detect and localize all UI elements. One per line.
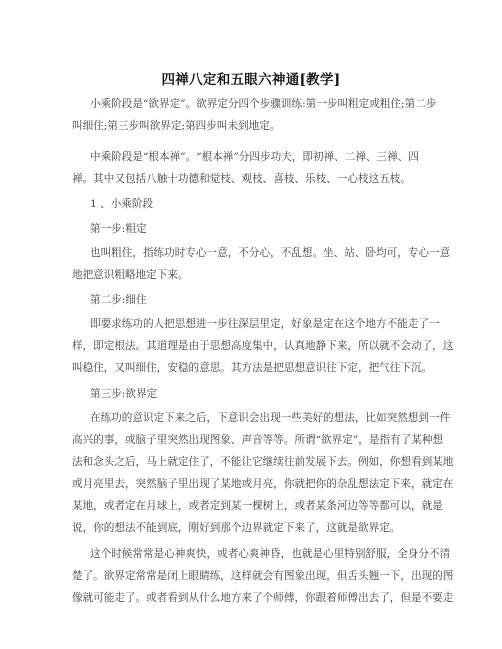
paragraph-line: 或月亮里去，突然脑子里出现了某地或月亮，你就把你的杂乱想法定下来，就定在 xyxy=(72,478,454,490)
paragraph-line: 即要求练功的人把思想进一步往深层里定，好象是定在这个地方不能走了一 xyxy=(90,318,440,330)
paragraph-line: 禅。其中又包括八触十功德和觉枝、观枝、喜枝、乐枝、一心枝这五枝。 xyxy=(72,173,411,185)
paragraph-line: 小乘阶段是“欲界定”。欲界定分四个步骤训练:第一步叫粗定或粗住;第二步 xyxy=(90,98,437,110)
paragraph-line: 在练功的意识定下来之后，下意识会出现一些美好的想法，比如突然想到一件 xyxy=(90,412,451,424)
paragraph-line: 地把意识粗略地定下来。 xyxy=(72,269,189,281)
section-heading: 1 、小乘阶段 xyxy=(90,198,154,210)
paragraph-line: 也叫粗住，指练功时专心一意，不分心，不乱想。坐、站、卧均可，专心一意 xyxy=(90,247,451,259)
paragraph-line: 某地，或者定在月球上，或者定到某一棵树上，或者某条河边等等都可以，就是 xyxy=(72,500,443,512)
step-heading: 第一步:粗定 xyxy=(90,223,147,235)
paragraph-line: 法和念头之后，马上就定住了，不能让它继续往前发展下去。例如，你想看到某地 xyxy=(72,456,454,468)
paragraph-line: 像就可能走了。或者看到从什么地方来了个师傅，你跟着师傅出去了，但是不要走 xyxy=(72,592,454,604)
paragraph-line: 楚了。欲界定常常是闭上眼睛练，这样就会有图象出现，但舌头翘一下，出现的图 xyxy=(72,570,454,582)
step-heading: 第二步:细住 xyxy=(90,294,147,306)
paragraph-line: 样，即定根法。其道理是由于思想高度集中，认真地静下来，所以就不会动了，这 xyxy=(72,340,454,352)
paragraph-line: 高兴的事，或脑子里突然出现图象、声音等等。所谓“欲界定”，是指有了某种想 xyxy=(72,434,444,446)
paragraph-line: 说，你的想法不能到底，刚好到那个边界就定下来了，这就是欲界定。 xyxy=(72,522,401,534)
paragraph-line: 叫细住;第三步叫欲界定;第四步叫未到地定。 xyxy=(72,120,281,132)
paragraph-line: 中乘阶段是“根本禅”。“根本禅”分四步功夫，即初禅、二禅、三禅、四 xyxy=(90,151,419,163)
step-heading: 第三步:欲界定 xyxy=(90,388,158,400)
document-title: 四禅八定和五眼六神通[教学] xyxy=(161,72,341,88)
paragraph-line: 叫稳住，又叫细住，安稳的意思。其方法是把思想意识往下定，把气往下沉。 xyxy=(72,362,433,374)
paragraph-line: 这个时候常常是心神爽快，或者心爽神昏，也就是心里特别舒服，全身分不清 xyxy=(90,548,451,560)
